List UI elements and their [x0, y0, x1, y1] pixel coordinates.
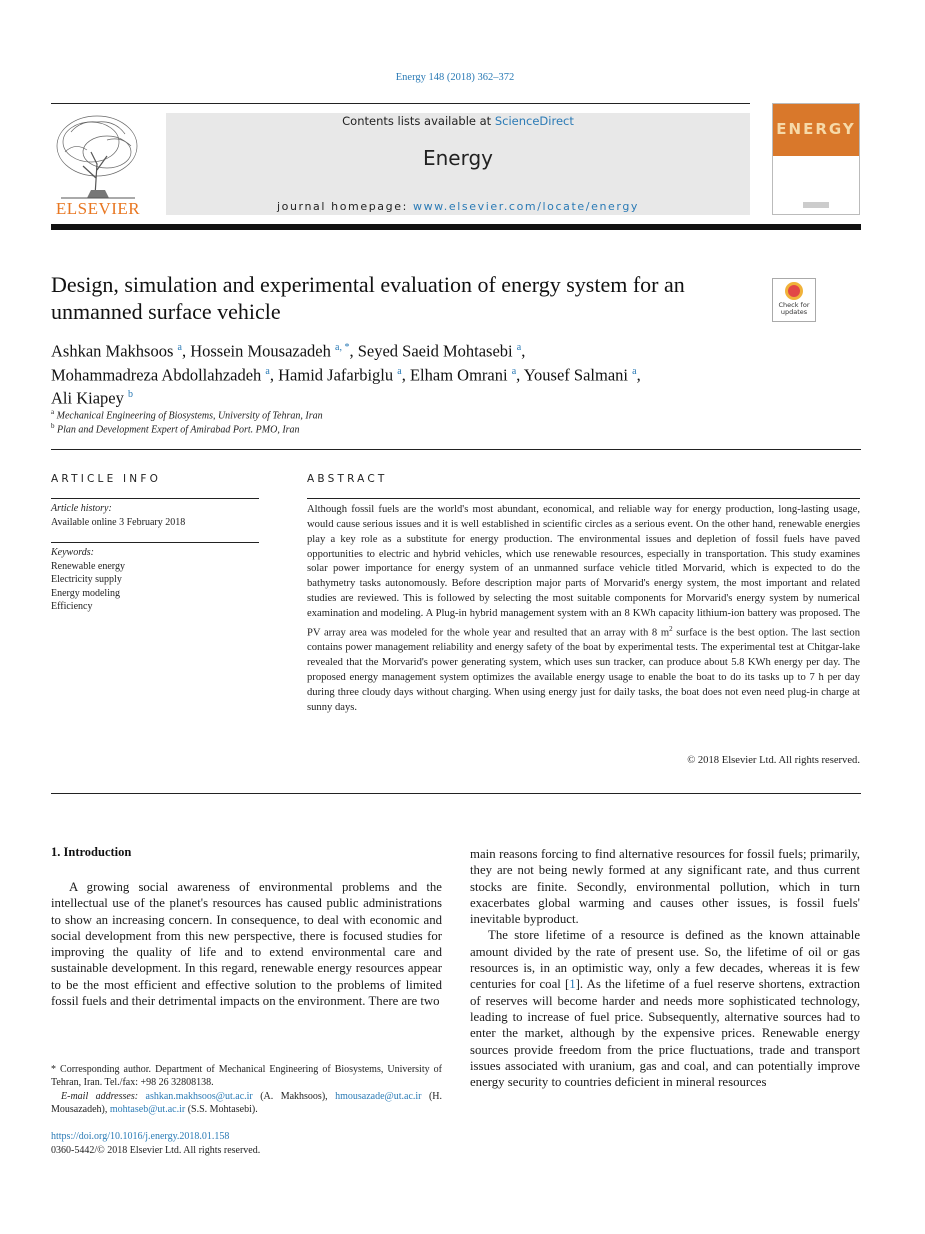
author-affil-mark[interactable]: a — [511, 365, 517, 377]
cover-stamp — [803, 202, 829, 208]
check-for-updates-badge[interactable] — [772, 278, 816, 322]
author-name[interactable]: Ali Kiapey — [51, 388, 124, 408]
author-affil-mark[interactable]: a — [632, 365, 637, 377]
author-name[interactable]: Hossein Mousazadeh — [190, 341, 331, 361]
issn-line: 0360-5442/© 2018 Elsevier Ltd. All rights reserved. — [51, 1145, 261, 1156]
paragraph-text: ]. As the lifetime of a fuel reserve shortens, extraction of reserves will become harder and needs more sophisticated technology, leading to increase of fuel price. Subsequently, alternative sources had to enter the market, although by the expensive prices. Renewable energy sources provide freedom from the price fluctuations, trade and transport issues associated with uranium, gas and coal, and can potentially improve energy security to countries deficient in mineral resources — [470, 977, 860, 1090]
email-owner: (H. Mousazadeh), — [51, 1091, 442, 1116]
email-link[interactable]: mohtaseb@ut.ac.ir — [109, 1104, 186, 1116]
article-title: Design, simulation and experimental evaluation of energy system for an unmanned surface vehicle — [51, 272, 685, 324]
journal-citation-link[interactable]: Energy 148 (2018) 362–372 — [395, 72, 515, 83]
abstract-rule — [307, 498, 860, 499]
contents-prefix: Contents lists available at — [342, 114, 495, 128]
author-affil-mark[interactable]: a, * — [335, 342, 350, 353]
introduction-heading: 1. Introduction — [51, 845, 132, 859]
homepage-prefix: journal homepage: — [276, 200, 413, 213]
author-affil-mark[interactable]: a — [397, 365, 402, 377]
affiliation-rule — [51, 449, 861, 450]
article-info-rule — [51, 498, 259, 499]
journal-name: Energy — [422, 146, 494, 170]
body-paragraph — [470, 927, 860, 1090]
email-link[interactable]: ashkan.makhsoos@ut.ac.ir — [145, 1091, 253, 1102]
header-top-rule — [51, 103, 750, 104]
elsevier-wordmark: ELSEVIER — [55, 199, 141, 218]
article-info-heading: ARTICLE INFO — [51, 473, 162, 485]
journal-homepage-link[interactable]: www.elsevier.com/locate/energy — [412, 200, 640, 213]
affiliation-b — [51, 422, 300, 435]
author-affil-mark[interactable]: a — [265, 365, 270, 377]
keyword-item: Electricity supply — [51, 574, 122, 585]
sciencedirect-link[interactable]: ScienceDirect — [494, 114, 574, 128]
author-name[interactable]: Mohammadreza Abdollahzadeh — [51, 365, 262, 384]
article-history-value: Available online 3 February 2018 — [51, 517, 186, 528]
body-left-column — [51, 879, 442, 1009]
paragraph-text: The store lifetime of a resource is defined as the known attainable amount divided by the rate of present use. So, the lifetime of oil or gas resources is, in an optimistic way, only a few decades, whereas it is few centuries for coal [ — [470, 928, 860, 992]
keywords-label: Keywords: — [51, 547, 94, 558]
abstract-heading: ABSTRACT — [307, 473, 388, 485]
author-name[interactable]: Ashkan Makhsoos — [51, 341, 174, 361]
article-history-label: Article history: — [51, 503, 112, 514]
journal-masthead — [166, 113, 750, 215]
contents-line — [166, 114, 750, 128]
abstract-text — [307, 503, 860, 715]
keyword-item: Renewable energy — [51, 561, 125, 572]
author-name[interactable]: Yousef Salmani — [523, 365, 629, 384]
author-affil-mark[interactable]: a — [177, 342, 182, 353]
check-updates-label: Check for updates — [778, 301, 810, 316]
keyword-item: Energy modeling — [51, 588, 120, 599]
author-name[interactable]: Elham Omrani — [409, 365, 508, 384]
author-name[interactable]: Hamid Jafarbiglu — [278, 365, 394, 384]
abstract-superscript: 2 — [669, 624, 673, 633]
author-name[interactable]: Seyed Saeid Mohtasebi — [357, 341, 513, 361]
abstract-bottom-rule — [51, 793, 861, 794]
email-owner: (A. Makhsoos), — [252, 1091, 336, 1102]
affiliation-text: Plan and Development Expert of Amirabad Port. PMO, Iran — [57, 424, 300, 436]
body-paragraph: A growing social awareness of environmental problems and the intellectual use of the planet's resources has caused public administrations to show an increasing concern. In consequence, to deal with economic and social development from this new perspective, there is focused studies for improving the quality of life and to extend environmental care and sustainable development. In this regard, renewable energy resources appear to be the most efficient and effective solution to the problems of limited fossil fuels and their detrimental impacts on the environment. There are two — [51, 880, 442, 1009]
body-right-column — [470, 846, 860, 1090]
keyword-item: Efficiency — [51, 601, 93, 612]
check-updates-icon — [785, 282, 803, 300]
email-owner: (S.S. Mohtasebi). — [185, 1104, 258, 1116]
journal-cover-thumbnail[interactable] — [772, 103, 860, 215]
author-affil-mark[interactable]: a — [516, 342, 522, 353]
email-footnote — [51, 1090, 442, 1117]
cover-title: ENERGY — [776, 120, 856, 138]
affiliation-a — [51, 408, 323, 421]
abstract-part-1: Although fossil fuels are the world's most abundant, economical, and reliable way for energy production, long-lasting usage, would cause serious issues and it is well established in scientific circles as a serious event. On the other hand, renewable energies play a key role as a substitute for energy production. The environmental issues and depletion of fossil fuels have paved opportunities to electric and hybrid vehicles, which use renewable resources, especially in transportation. This study examines solar power importance for energy system of an unmanned surface vehicle titled Morvarid, which is expected to do the bathymetry tasks autonomously. Before description major parts of Morvarid's energy system, the most important and related studies are reviewed. This is followed by selecting the most suitable components for Morvarid's energy system by numerical examination and modeling. A Plug-in hybrid management system with an 8 KWh capacity lithium-ion battery was proposed. The PV array area was modeled for the whole year and resulted that an array with 8 m — [307, 504, 860, 639]
doi-link[interactable]: https://doi.org/10.1016/j.energy.2018.01.158 — [51, 1131, 230, 1142]
affiliation-mark: a — [51, 408, 55, 416]
email-label: E-mail addresses: — [61, 1091, 146, 1102]
author-list: Ashkan Makhsoos $^a$, Hossein Mousazadeh $^{a, *}$, Seyed Saeid Mohtasebi $^a$, Mohammadreza Abdollahzadeh $^a$, Hamid Jafarbiglu $^a$, Elham Omrani $^a$, Yousef Salmani $^a$, Ali Kiapey $^b$ — [51, 341, 641, 408]
email-link[interactable]: hmousazade@ut.ac.ir — [335, 1091, 422, 1102]
abstract-copyright: © 2018 Elsevier Ltd. All rights reserved. — [687, 755, 860, 766]
reference-link[interactable]: 1 — [569, 977, 576, 992]
header-thick-rule — [51, 224, 861, 230]
corresponding-author-footnote: * Corresponding author. Department of Mechanical Engineering of Biosystems, University of Tehran, Iran. Tel./fax: +98 26 32808138. — [51, 1064, 442, 1089]
homepage-line — [166, 200, 750, 213]
affiliation-mark: b — [51, 422, 55, 430]
author-affil-mark[interactable]: b — [127, 389, 133, 400]
body-paragraph: main reasons forcing to find alternative resources for fossil fuels; primarily, they are not being newly formed at any significant rate, and thus current stocks are finite. Secondly, environmental pollution, which in turn exacerbates global warming and causes other issues, is fossil fuels' inevitable byproduct. — [470, 847, 860, 927]
abstract-part-2: surface is the best option. The last section contains power management reliability and energy safety of the boat by experimental tests. The experimental test at Chitgar-lake revealed that the Morvarid's power generating system, which uses sun tracker, can produce about 5.8 KWh energy per day. The proposed energy management system optimizes the available energy usage to enable the boat to do its tasks up to 7 h per day during three cloudy days without charging. When using energy just for daily tasks, the boat does not even need plug-in charge at sunny days. — [307, 627, 861, 713]
affiliation-text: Mechanical Engineering of Biosystems, University of Tehran, Iran — [56, 410, 323, 422]
keywords-rule — [51, 542, 259, 543]
